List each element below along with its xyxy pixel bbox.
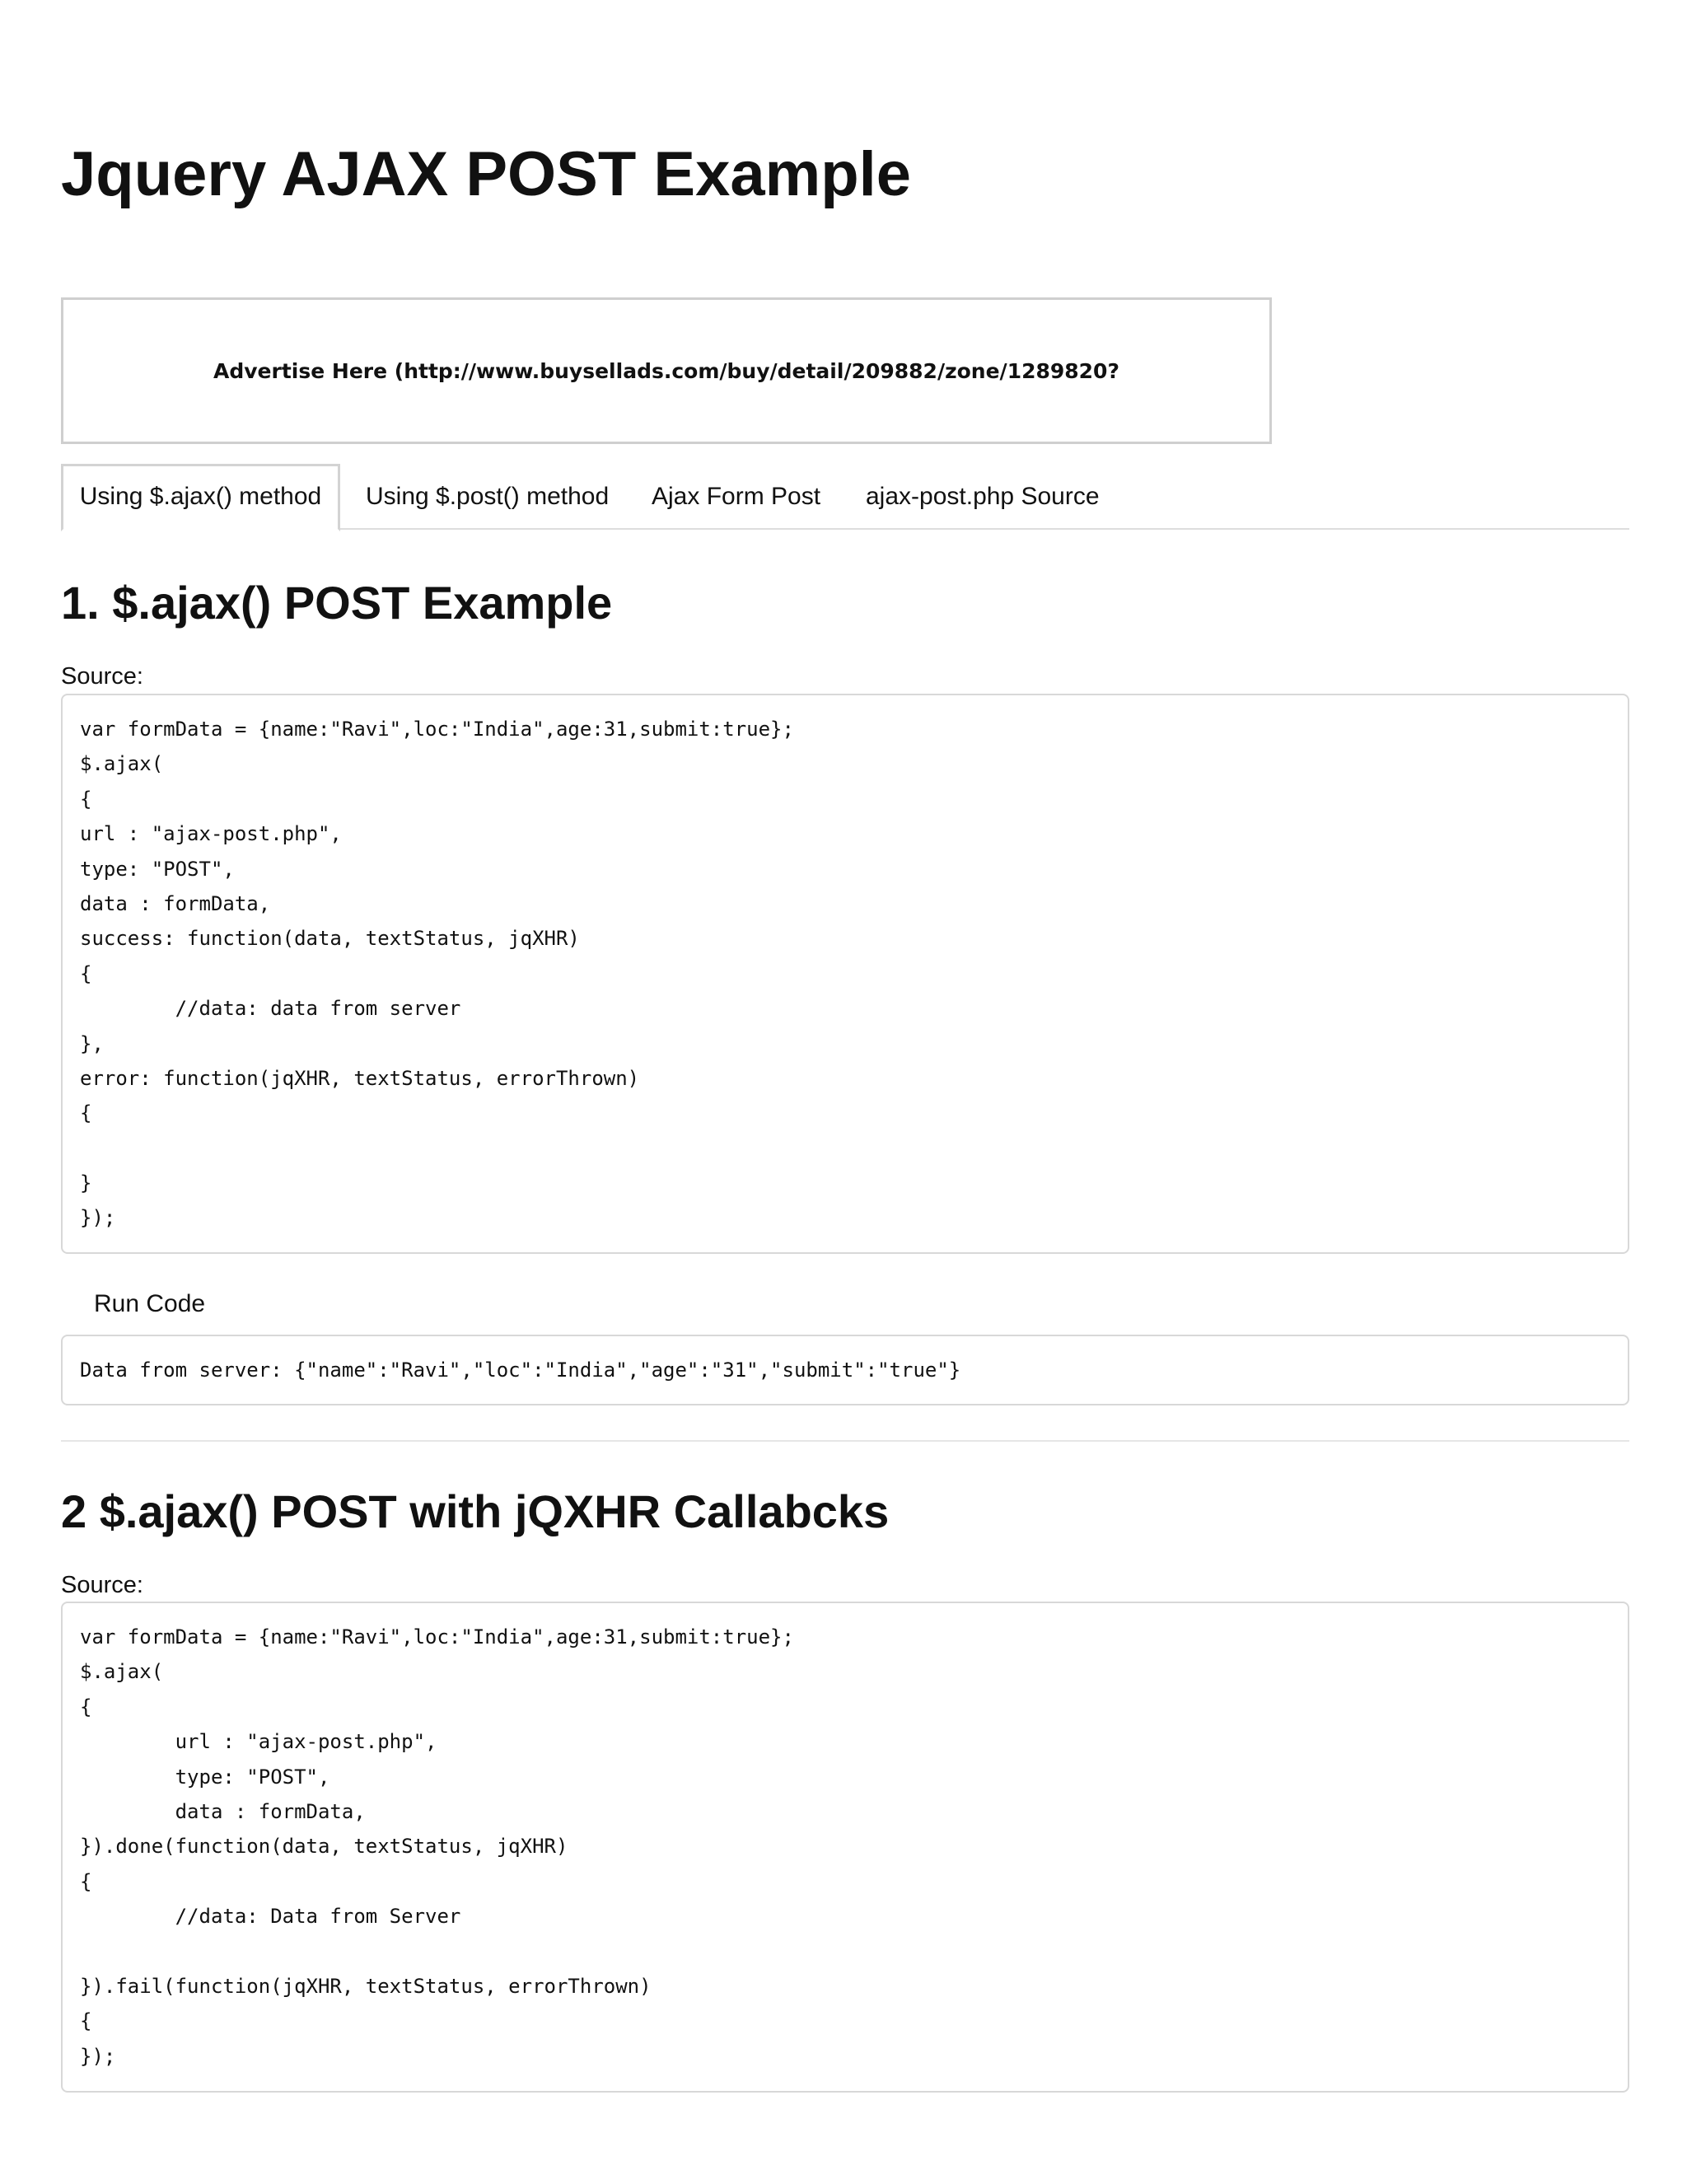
- code-line: data : formData,: [80, 891, 271, 915]
- code-line: $.ajax(: [80, 752, 164, 776]
- section-divider: [61, 1440, 1629, 1442]
- section-title-ajax-post-jqxhr-callbacks: 2 $.ajax() POST with jQXHR Callabcks: [61, 1485, 890, 1537]
- code-line: url : "ajax-post.php",: [80, 1730, 437, 1754]
- output-panel: [61, 1335, 1629, 1405]
- tab-using-post-method[interactable]: Using $.post() method: [366, 483, 610, 510]
- code-line: {: [80, 1869, 92, 1893]
- code-line: //data: data from server: [80, 997, 461, 1021]
- code-line: type: "POST",: [80, 857, 235, 881]
- run-code-button[interactable]: Run Code: [81, 1288, 218, 1321]
- code-line: }).fail(function(jqXHR, textStatus, errorThrown): [80, 1974, 652, 1998]
- code-line: });: [80, 1206, 116, 1230]
- code-line: }).done(function(data, textStatus, jqXHR): [80, 1835, 568, 1859]
- code-line: var formData = {name:"Ravi",loc:"India",age:31,submit:true};: [80, 718, 794, 741]
- advertisement-text: Advertise Here (http://www.buysellads.com/buy/detail/209882/zone/1289820?: [213, 358, 1119, 383]
- source-label: Source:: [61, 663, 143, 690]
- advertisement-banner[interactable]: [61, 297, 1272, 444]
- code-line: });: [80, 2044, 116, 2068]
- code-line: [80, 1934, 794, 1969]
- code-line: data : formData,: [80, 1799, 366, 1823]
- code-line: type: "POST",: [80, 1765, 330, 1789]
- code-line: {: [80, 1101, 92, 1125]
- tab-using-ajax-method[interactable]: Using $.ajax() method: [61, 464, 340, 531]
- code-line: }: [80, 1172, 92, 1195]
- code-line: [80, 1131, 794, 1166]
- source-label: Source:: [61, 1572, 143, 1598]
- page-title: Jquery AJAX POST Example: [61, 139, 912, 209]
- section-title-ajax-post-example: 1. $.ajax() POST Example: [61, 577, 613, 629]
- code-lines: [80, 712, 794, 1236]
- output-text: Data from server: {"name":"Ravi","loc":"India","age":"31","submit":"true"}: [80, 1359, 961, 1382]
- code-line: $.ajax(: [80, 1660, 164, 1684]
- code-line: {: [80, 1695, 92, 1719]
- tab-ajax-post-php-source[interactable]: ajax-post.php Source: [866, 483, 1100, 510]
- code-line: //data: Data from Server: [80, 1905, 461, 1929]
- code-line: {: [80, 787, 92, 811]
- code-line: {: [80, 961, 92, 985]
- code-line: success: function(data, textStatus, jqXHR): [80, 927, 580, 951]
- code-block-ajax-post[interactable]: [61, 694, 1629, 1254]
- code-line: error: function(jqXHR, textStatus, errorThrown): [80, 1066, 640, 1090]
- code-line: },: [80, 1031, 104, 1055]
- code-block-ajax-post-jqxhr[interactable]: [61, 1602, 1629, 2093]
- code-line: url : "ajax-post.php",: [80, 822, 342, 846]
- code-line: {: [80, 2009, 92, 2033]
- tab-ajax-form-post[interactable]: Ajax Form Post: [652, 483, 821, 510]
- tab-bar: [61, 464, 1629, 530]
- code-lines: [80, 1620, 794, 2074]
- code-line: var formData = {name:"Ravi",loc:"India",age:31,submit:true};: [80, 1625, 794, 1649]
